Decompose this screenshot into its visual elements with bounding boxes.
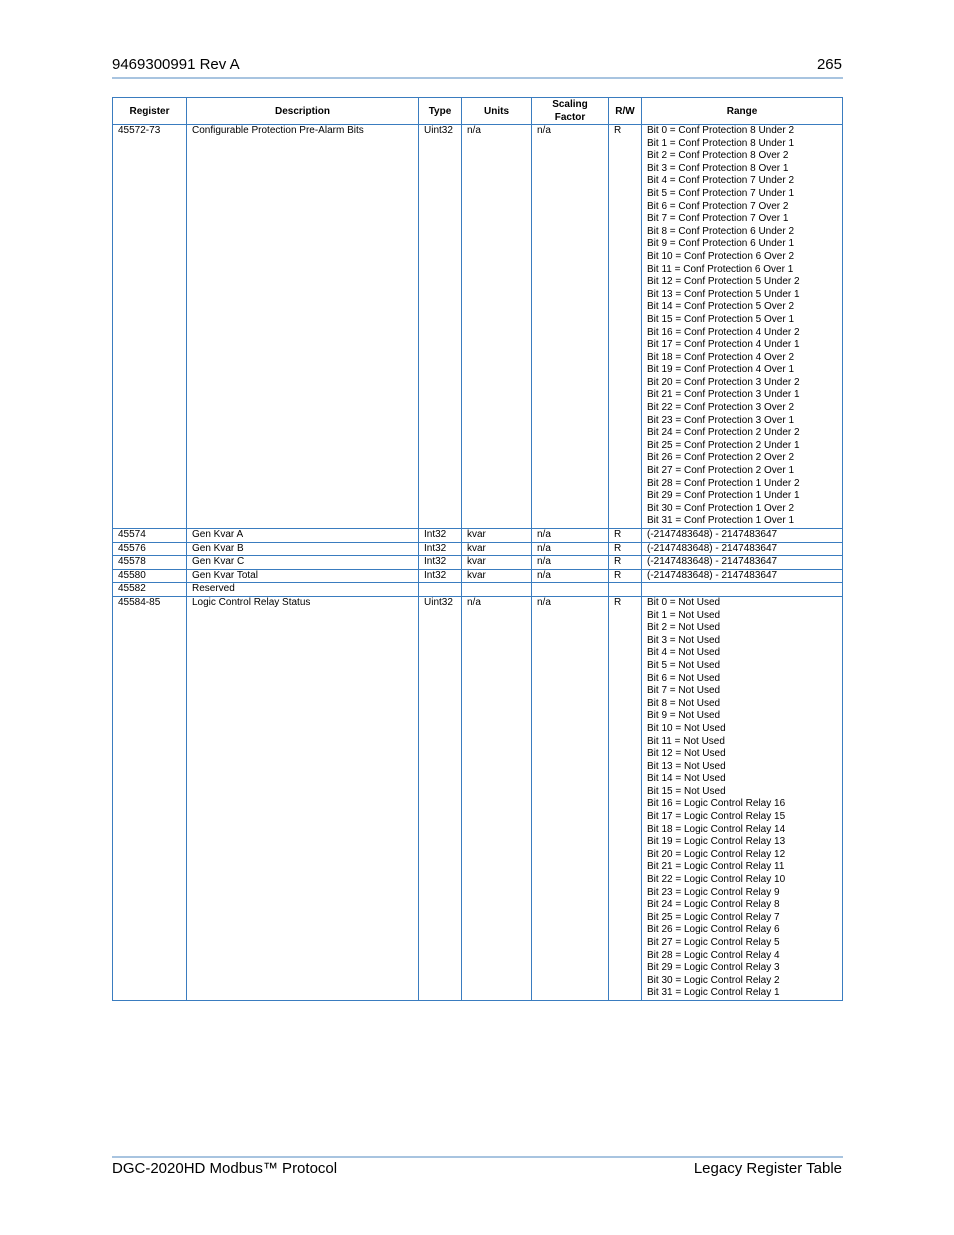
range-line: Bit 25 = Conf Protection 2 Under 1 — [647, 439, 800, 451]
header-rule — [112, 77, 843, 79]
range-line: Bit 22 = Conf Protection 3 Over 2 — [647, 402, 795, 414]
page-number: 265 — [816, 56, 842, 73]
description-cell: Configurable Protection Pre-Alarm Bits — [187, 125, 419, 529]
range-line: Bit 27 = Conf Protection 2 Over 1 — [647, 465, 795, 477]
range-line: (-2147483648) - 2147483647 — [647, 529, 778, 540]
description-cell: Gen Kvar C — [187, 556, 419, 570]
rw-cell: R — [609, 529, 642, 543]
register-cell: 45574 — [113, 529, 187, 543]
range-line: Bit 30 = Conf Protection 1 Over 2 — [647, 502, 795, 514]
scaling-cell — [532, 583, 609, 597]
type-cell: Uint32 — [419, 596, 462, 1000]
column-header: Range — [642, 98, 843, 125]
table-row — [113, 542, 843, 556]
range-cell — [642, 596, 843, 1000]
range-line: Bit 5 = Conf Protection 7 Under 1 — [647, 187, 795, 199]
range-line: Bit 26 = Conf Protection 2 Over 2 — [647, 452, 795, 464]
range-line: Bit 3 = Not Used — [647, 634, 721, 646]
range-line: Bit 27 = Logic Control Relay 5 — [647, 937, 780, 948]
column-header: Description — [187, 98, 419, 125]
units-cell — [462, 583, 532, 597]
column-header: Type — [419, 98, 462, 125]
column-header: Register — [113, 98, 187, 125]
range-line: Bit 15 = Conf Protection 5 Over 1 — [647, 313, 795, 325]
range-line: Bit 21 = Conf Protection 3 Under 1 — [647, 389, 800, 401]
range-line: Bit 17 = Logic Control Relay 15 — [647, 811, 786, 823]
scaling-cell: n/a — [532, 529, 609, 543]
units-cell: kvar — [462, 556, 532, 570]
units-cell: kvar — [462, 542, 532, 556]
range-cell — [642, 569, 843, 583]
range-line: Bit 13 = Not Used — [647, 760, 726, 772]
register-cell: 45580 — [113, 569, 187, 583]
rw-cell: R — [609, 125, 642, 529]
register-cell: 45582 — [113, 583, 187, 597]
table-body — [113, 125, 843, 1001]
range-line: Bit 2 = Conf Protection 8 Over 2 — [647, 150, 789, 162]
table-row — [113, 125, 843, 529]
range-line: Bit 6 = Not Used — [647, 672, 721, 684]
range-line: Bit 19 = Conf Protection 4 Over 1 — [647, 364, 795, 376]
range-line: Bit 8 = Not Used — [647, 697, 721, 709]
range-cell — [642, 556, 843, 570]
description-cell: Gen Kvar Total — [187, 569, 419, 583]
range-line: Bit 18 = Conf Protection 4 Over 2 — [647, 351, 795, 363]
range-line: Bit 13 = Conf Protection 5 Under 1 — [647, 288, 800, 300]
range-line: Bit 24 = Conf Protection 2 Under 2 — [647, 427, 800, 439]
range-line: Bit 8 = Conf Protection 6 Under 2 — [647, 225, 795, 237]
type-cell: Int32 — [419, 556, 462, 570]
range-line: Bit 10 = Conf Protection 6 Over 2 — [647, 250, 795, 262]
rw-cell: R — [609, 542, 642, 556]
range-line: Bit 12 = Not Used — [647, 748, 726, 760]
range-line: Bit 11 = Conf Protection 6 Over 1 — [647, 263, 794, 275]
register-cell: 45572-73 — [113, 125, 187, 529]
range-line: Bit 21 = Logic Control Relay 11 — [647, 861, 785, 873]
range-cell — [642, 125, 843, 529]
range-line: Bit 23 = Logic Control Relay 9 — [647, 886, 780, 898]
range-line: Bit 14 = Conf Protection 5 Over 2 — [647, 301, 795, 313]
range-line: Bit 7 = Not Used — [647, 685, 721, 697]
rw-cell — [609, 583, 642, 597]
description-cell: Reserved — [187, 583, 419, 597]
footer-section: Legacy Register Table — [693, 1160, 842, 1177]
type-cell: Int32 — [419, 569, 462, 583]
range-line: Bit 31 = Conf Protection 1 Over 1 — [647, 515, 795, 527]
rw-cell: R — [609, 569, 642, 583]
range-cell — [642, 542, 843, 556]
register-table — [112, 97, 843, 1001]
range-line: Bit 28 = Logic Control Relay 4 — [647, 949, 780, 961]
range-line: Bit 6 = Conf Protection 7 Over 2 — [647, 200, 789, 212]
range-line: Bit 9 = Not Used — [647, 710, 721, 722]
range-line: Bit 4 = Not Used — [647, 647, 721, 659]
column-header: R/W — [609, 98, 642, 125]
scaling-cell: n/a — [532, 569, 609, 583]
range-line: Bit 9 = Conf Protection 6 Under 1 — [647, 238, 795, 250]
range-line: Bit 30 = Logic Control Relay 2 — [647, 974, 780, 986]
type-cell — [419, 583, 462, 597]
footer-rule — [112, 1156, 843, 1158]
range-line: Bit 12 = Conf Protection 5 Under 2 — [647, 276, 800, 288]
range-line: Bit 11 = Not Used — [647, 735, 725, 747]
type-cell: Int32 — [419, 529, 462, 543]
range-line: Bit 0 = Not Used — [647, 596, 721, 608]
scaling-cell: n/a — [532, 596, 609, 1000]
table-row — [113, 569, 843, 583]
range-line: (-2147483648) - 2147483647 — [647, 556, 778, 568]
range-line: Bit 7 = Conf Protection 7 Over 1 — [647, 213, 789, 225]
units-cell: n/a — [462, 596, 532, 1000]
table-header-row — [113, 98, 843, 125]
range-line: (-2147483648) - 2147483647 — [647, 542, 778, 554]
range-line: Bit 16 = Logic Control Relay 16 — [647, 798, 786, 810]
range-line: Bit 24 = Logic Control Relay 8 — [647, 899, 780, 911]
footer-title: DGC-2020HD Modbus™ Protocol — [112, 1160, 338, 1177]
range-line: Bit 0 = Conf Protection 8 Under 2 — [647, 125, 795, 136]
range-line: Bit 14 = Not Used — [647, 773, 726, 785]
rw-cell: R — [609, 556, 642, 570]
range-line: Bit 2 = Not Used — [647, 622, 721, 634]
range-line: Bit 1 = Conf Protection 8 Under 1 — [647, 137, 795, 149]
units-cell: kvar — [462, 569, 532, 583]
range-line: Bit 29 = Conf Protection 1 Under 1 — [647, 490, 800, 502]
range-line: Bit 10 = Not Used — [647, 722, 726, 734]
type-cell: Int32 — [419, 542, 462, 556]
range-line: Bit 25 = Logic Control Relay 7 — [647, 911, 780, 923]
units-cell: kvar — [462, 529, 532, 543]
column-header: Scaling Factor — [532, 98, 609, 125]
range-line: Bit 4 = Conf Protection 7 Under 2 — [647, 175, 795, 187]
units-cell: n/a — [462, 125, 532, 529]
range-line: Bit 3 = Conf Protection 8 Over 1 — [647, 162, 789, 174]
range-line: Bit 19 = Logic Control Relay 13 — [647, 836, 786, 848]
description-cell: Gen Kvar B — [187, 542, 419, 556]
register-cell: 45578 — [113, 556, 187, 570]
range-line: Bit 1 = Not Used — [647, 609, 721, 621]
rw-cell: R — [609, 596, 642, 1000]
range-line: Bit 17 = Conf Protection 4 Under 1 — [647, 339, 800, 351]
range-line: Bit 20 = Logic Control Relay 12 — [647, 848, 786, 860]
table-row — [113, 556, 843, 570]
range-line: (-2147483648) - 2147483647 — [647, 569, 778, 581]
type-cell: Uint32 — [419, 125, 462, 529]
range-line: Bit 31 = Logic Control Relay 1 — [647, 987, 780, 999]
range-cell — [642, 529, 843, 543]
doc-number: 9469300991 Rev A — [112, 56, 240, 73]
table-row — [113, 529, 843, 543]
scaling-cell: n/a — [532, 542, 609, 556]
description-cell: Gen Kvar A — [187, 529, 419, 543]
range-line: Bit 23 = Conf Protection 3 Over 1 — [647, 414, 795, 426]
register-cell: 45584-85 — [113, 596, 187, 1000]
column-header: Units — [462, 98, 532, 125]
register-cell: 45576 — [113, 542, 187, 556]
range-line: Bit 22 = Logic Control Relay 10 — [647, 874, 786, 886]
range-line: Bit 28 = Conf Protection 1 Under 2 — [647, 477, 800, 489]
range-cell — [642, 583, 843, 597]
scaling-cell: n/a — [532, 125, 609, 529]
range-line: Bit 29 = Logic Control Relay 3 — [647, 962, 780, 974]
table-row — [113, 583, 843, 597]
range-line: Bit 20 = Conf Protection 3 Under 2 — [647, 376, 800, 388]
range-line: Bit 26 = Logic Control Relay 6 — [647, 924, 780, 936]
range-line: Bit 16 = Conf Protection 4 Under 2 — [647, 326, 800, 338]
range-line: Bit 15 = Not Used — [647, 785, 726, 797]
range-line: Bit 18 = Logic Control Relay 14 — [647, 823, 786, 835]
scaling-cell: n/a — [532, 556, 609, 570]
range-line: Bit 5 = Not Used — [647, 659, 721, 671]
table-row — [113, 596, 843, 1000]
description-cell: Logic Control Relay Status — [187, 596, 419, 1000]
